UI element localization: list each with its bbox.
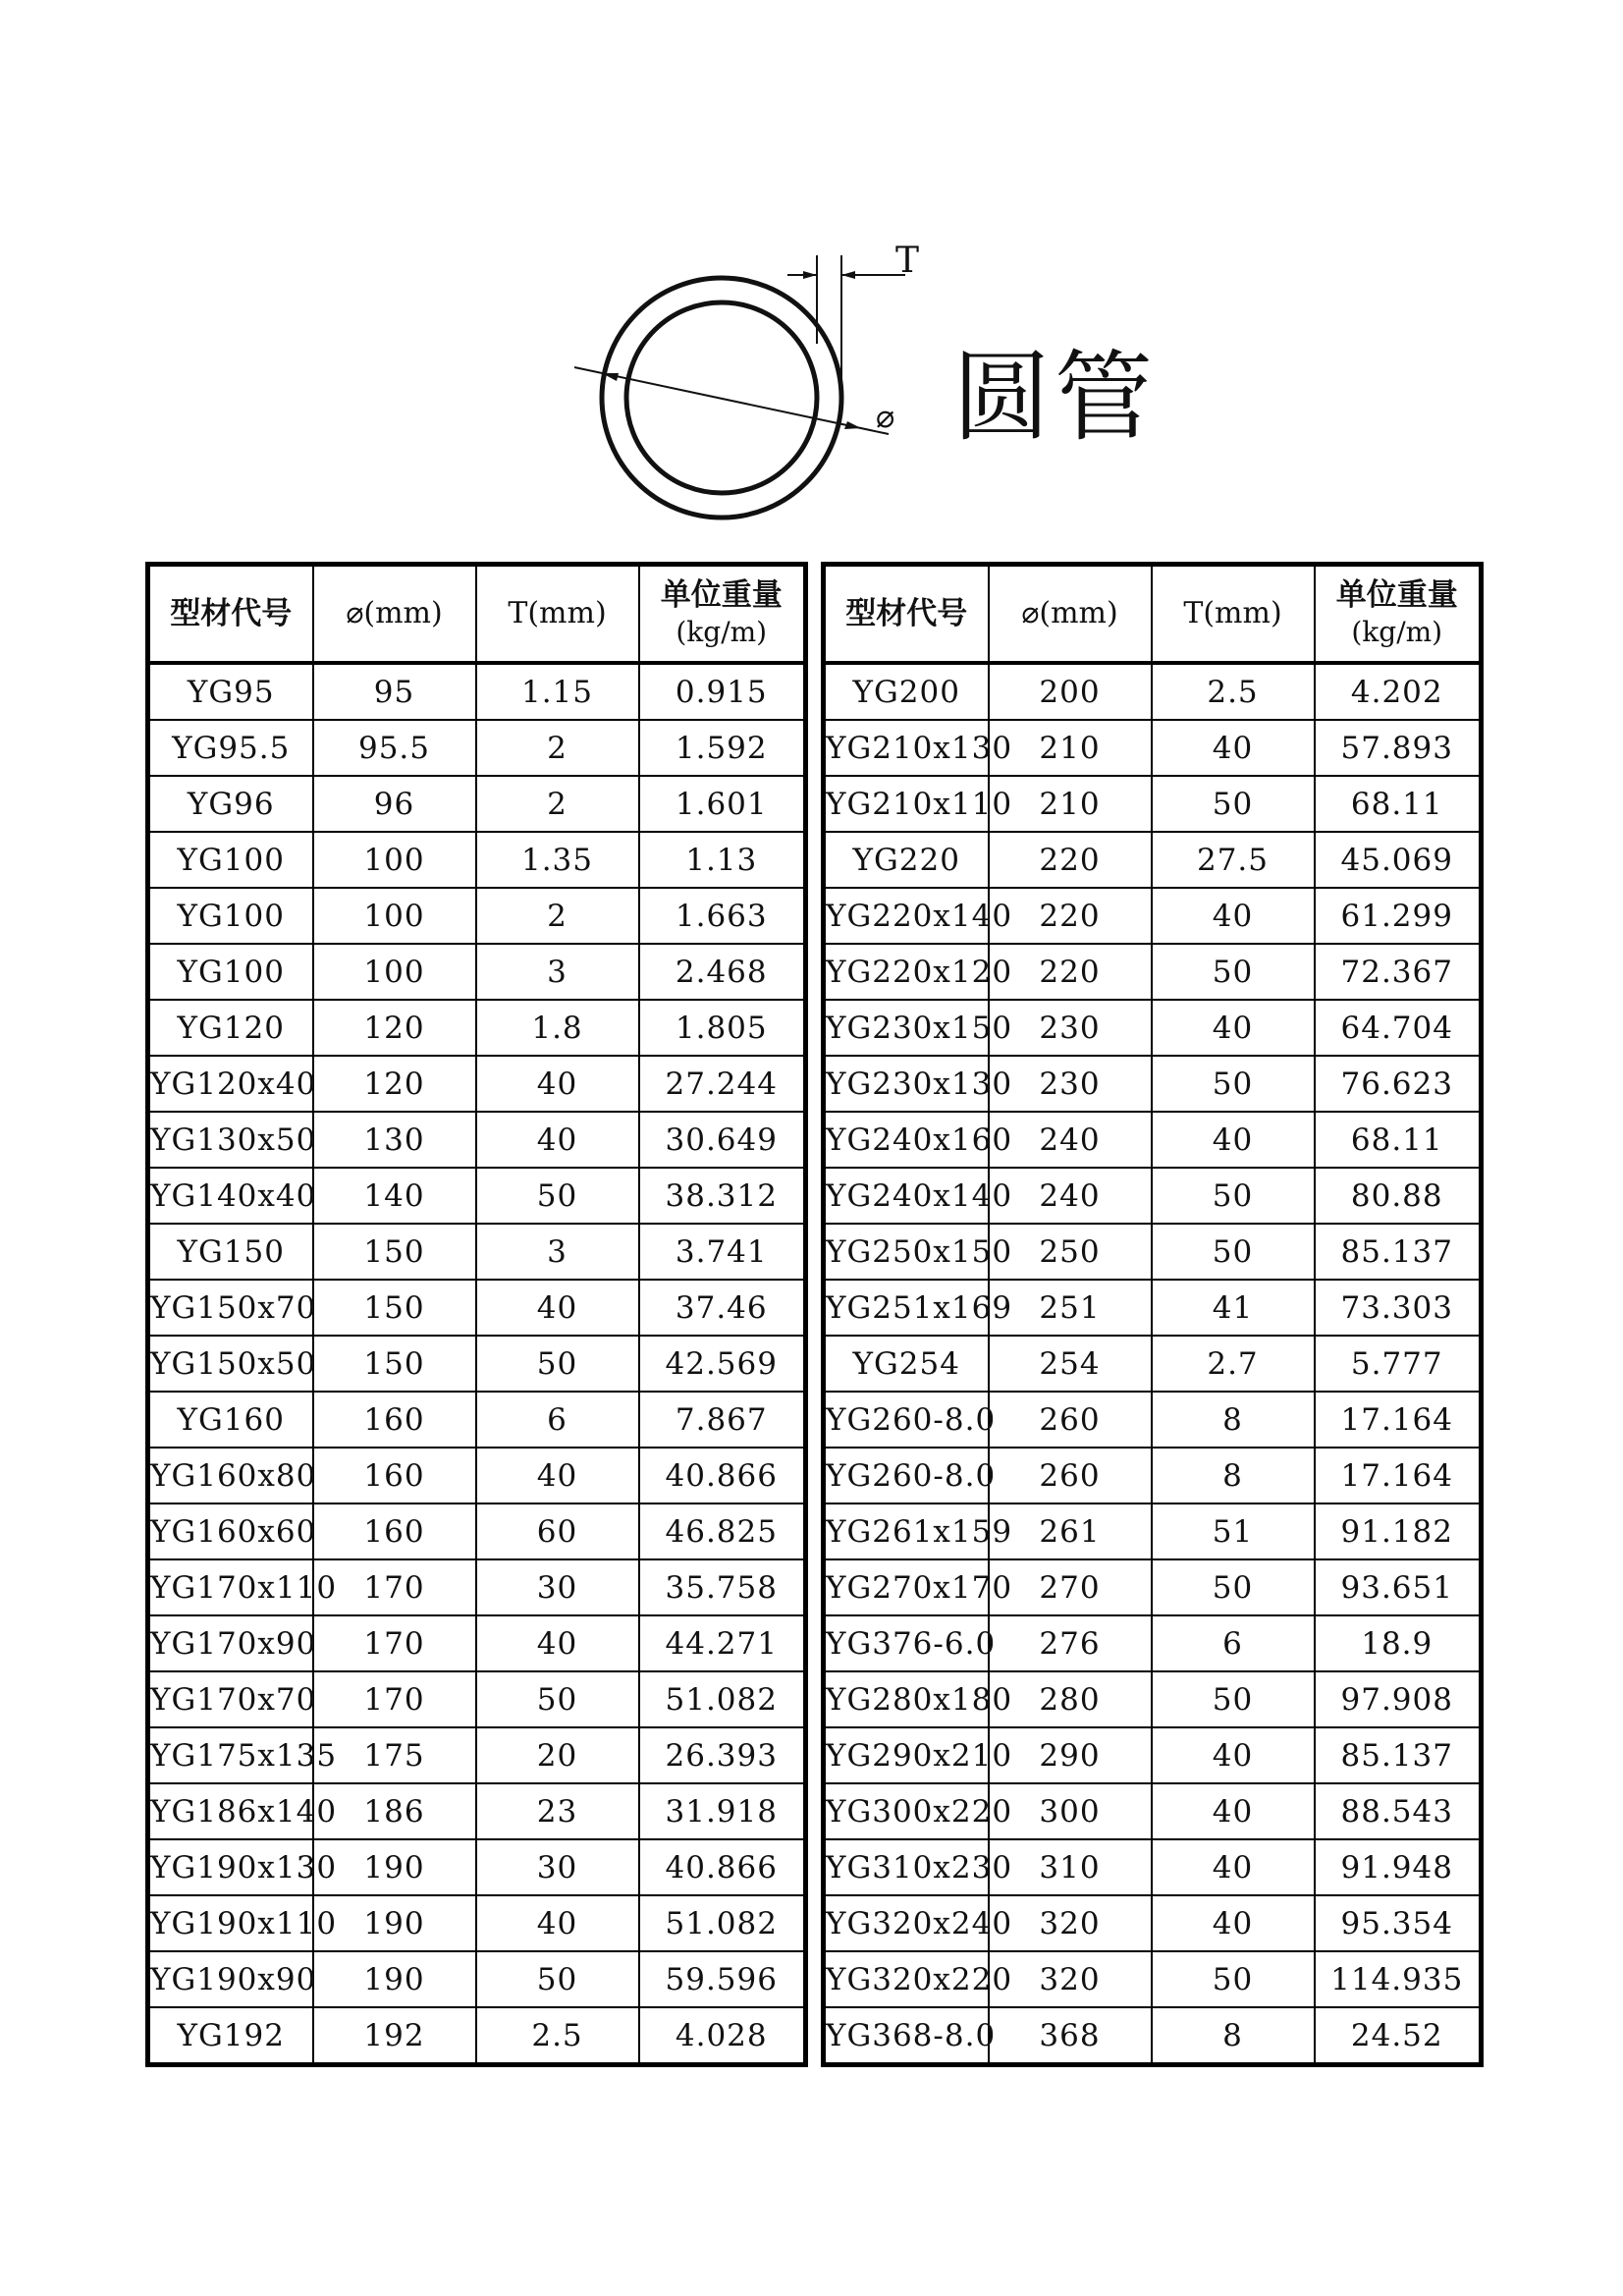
cell-diameter: 260 — [989, 1392, 1152, 1448]
cell-unit-weight: 2.468 — [639, 944, 806, 1000]
cell-diameter: 170 — [313, 1671, 476, 1727]
cell-profile-code: YG100 — [148, 888, 313, 944]
cell-unit-weight: 97.908 — [1315, 1671, 1482, 1727]
cell-diameter: 150 — [313, 1280, 476, 1336]
cell-thickness: 30 — [476, 1839, 639, 1895]
table-row — [148, 1559, 806, 1615]
cell-diameter: 192 — [313, 2007, 476, 2065]
cell-profile-code: YG376-6.0 — [824, 1615, 989, 1671]
cell-unit-weight: 18.9 — [1315, 1615, 1482, 1671]
cell-profile-code: YG270x170 — [824, 1559, 989, 1615]
cell-thickness: 20 — [476, 1727, 639, 1783]
cell-diameter: 175 — [313, 1727, 476, 1783]
cell-thickness: 30 — [476, 1559, 639, 1615]
cell-diameter: 120 — [313, 1000, 476, 1056]
cell-unit-weight: 31.918 — [639, 1783, 806, 1839]
cell-thickness: 2 — [476, 776, 639, 832]
cell-diameter: 310 — [989, 1839, 1152, 1895]
cell-diameter: 95.5 — [313, 720, 476, 776]
cell-thickness: 1.35 — [476, 832, 639, 888]
cell-profile-code: YG254 — [824, 1336, 989, 1392]
header-profile-code: 型材代号 — [148, 565, 313, 664]
table-row — [824, 1839, 1482, 1895]
table-row — [148, 1224, 806, 1280]
cell-diameter: 290 — [989, 1727, 1152, 1783]
table-row — [824, 1280, 1482, 1336]
cell-thickness: 2.7 — [1152, 1336, 1315, 1392]
cell-diameter: 230 — [989, 1000, 1152, 1056]
table-row — [824, 1615, 1482, 1671]
cell-profile-code: YG290x210 — [824, 1727, 989, 1783]
cell-profile-code: YG230x130 — [824, 1056, 989, 1112]
cell-unit-weight: 1.601 — [639, 776, 806, 832]
cell-thickness: 2.5 — [476, 2007, 639, 2065]
cell-diameter: 100 — [313, 832, 476, 888]
table-row — [148, 1280, 806, 1336]
cell-thickness: 8 — [1152, 1448, 1315, 1503]
cell-unit-weight: 85.137 — [1315, 1224, 1482, 1280]
cell-diameter: 96 — [313, 776, 476, 832]
cell-unit-weight: 40.866 — [639, 1839, 806, 1895]
cell-unit-weight: 1.13 — [639, 832, 806, 888]
cell-diameter: 240 — [989, 1112, 1152, 1168]
cell-unit-weight: 5.777 — [1315, 1336, 1482, 1392]
table-row — [824, 1168, 1482, 1224]
cell-diameter: 230 — [989, 1056, 1152, 1112]
cell-thickness: 51 — [1152, 1503, 1315, 1559]
cell-diameter: 95 — [313, 663, 476, 720]
cell-profile-code: YG230x150 — [824, 1000, 989, 1056]
cell-profile-code: YG250x150 — [824, 1224, 989, 1280]
header-unit-weight-label: 单位重量 — [1335, 577, 1458, 613]
cell-profile-code: YG260-8.0 — [824, 1448, 989, 1503]
table-row — [148, 1895, 806, 1951]
table-row — [824, 1895, 1482, 1951]
cell-profile-code: YG320x240 — [824, 1895, 989, 1951]
table-row — [148, 1000, 806, 1056]
cell-profile-code: YG150x70 — [148, 1280, 313, 1336]
cell-profile-code: YG150 — [148, 1224, 313, 1280]
cell-unit-weight: 95.354 — [1315, 1895, 1482, 1951]
table-row — [824, 888, 1482, 944]
cell-unit-weight: 80.88 — [1315, 1168, 1482, 1224]
table-row — [148, 776, 806, 832]
cell-unit-weight: 93.651 — [1315, 1559, 1482, 1615]
cell-profile-code: YG190x110 — [148, 1895, 313, 1951]
cell-diameter: 251 — [989, 1280, 1152, 1336]
cell-diameter: 186 — [313, 1783, 476, 1839]
cell-profile-code: YG170x70 — [148, 1671, 313, 1727]
cell-thickness: 27.5 — [1152, 832, 1315, 888]
cell-profile-code: YG251x169 — [824, 1280, 989, 1336]
cell-thickness: 60 — [476, 1503, 639, 1559]
cell-profile-code: YG240x160 — [824, 1112, 989, 1168]
cell-thickness: 40 — [476, 1895, 639, 1951]
table-row — [824, 1336, 1482, 1392]
cell-unit-weight: 3.741 — [639, 1224, 806, 1280]
cell-profile-code: YG100 — [148, 944, 313, 1000]
cell-diameter: 210 — [989, 776, 1152, 832]
cell-diameter: 368 — [989, 2007, 1152, 2065]
cell-diameter: 220 — [989, 832, 1152, 888]
table-row — [148, 1112, 806, 1168]
cell-diameter: 100 — [313, 944, 476, 1000]
cell-thickness: 8 — [1152, 1392, 1315, 1448]
cell-thickness: 40 — [476, 1112, 639, 1168]
table-row — [824, 1112, 1482, 1168]
cell-unit-weight: 30.649 — [639, 1112, 806, 1168]
cell-unit-weight: 44.271 — [639, 1615, 806, 1671]
spec-table-right — [821, 562, 1484, 2067]
cell-profile-code: YG120 — [148, 1000, 313, 1056]
cell-thickness: 40 — [1152, 1783, 1315, 1839]
table-row — [148, 1839, 806, 1895]
cell-unit-weight: 38.312 — [639, 1168, 806, 1224]
header-diameter: ⌀(mm) — [989, 565, 1152, 664]
cell-unit-weight: 88.543 — [1315, 1783, 1482, 1839]
cell-thickness: 50 — [476, 1168, 639, 1224]
cell-unit-weight: 37.46 — [639, 1280, 806, 1336]
table-row — [824, 1224, 1482, 1280]
cell-thickness: 50 — [1152, 1168, 1315, 1224]
cell-diameter: 270 — [989, 1559, 1152, 1615]
cell-profile-code: YG220 — [824, 832, 989, 888]
cell-profile-code: YG100 — [148, 832, 313, 888]
cell-diameter: 320 — [989, 1895, 1152, 1951]
cell-diameter: 261 — [989, 1503, 1152, 1559]
table-row — [148, 1503, 806, 1559]
cell-thickness: 3 — [476, 1224, 639, 1280]
cell-thickness: 50 — [1152, 1671, 1315, 1727]
header-profile-code: 型材代号 — [824, 565, 989, 664]
cell-thickness: 2.5 — [1152, 663, 1315, 720]
table-header-row — [148, 565, 806, 664]
table-row — [824, 1448, 1482, 1503]
round-tube-diagram — [530, 226, 1178, 540]
header-unit-weight — [1315, 565, 1482, 664]
cell-diameter: 250 — [989, 1224, 1152, 1280]
cell-diameter: 260 — [989, 1448, 1152, 1503]
cell-diameter: 170 — [313, 1615, 476, 1671]
cell-profile-code: YG95.5 — [148, 720, 313, 776]
cell-profile-code: YG210x110 — [824, 776, 989, 832]
diameter-symbol: ⌀ — [876, 398, 895, 435]
cell-profile-code: YG160x60 — [148, 1503, 313, 1559]
cell-diameter: 140 — [313, 1168, 476, 1224]
table-row — [148, 1727, 806, 1783]
cell-profile-code: YG280x180 — [824, 1671, 989, 1727]
cell-diameter: 150 — [313, 1336, 476, 1392]
cell-profile-code: YG120x40 — [148, 1056, 313, 1112]
cell-thickness: 40 — [476, 1280, 639, 1336]
cell-unit-weight: 46.825 — [639, 1503, 806, 1559]
cell-unit-weight: 51.082 — [639, 1895, 806, 1951]
cell-profile-code: YG190x90 — [148, 1951, 313, 2007]
cell-unit-weight: 85.137 — [1315, 1727, 1482, 1783]
table-row — [824, 832, 1482, 888]
cell-thickness: 40 — [1152, 888, 1315, 944]
cell-profile-code: YG210x130 — [824, 720, 989, 776]
header-thickness: T(mm) — [476, 565, 639, 664]
table-row — [148, 944, 806, 1000]
cell-profile-code: YG200 — [824, 663, 989, 720]
thickness-symbol: T — [895, 241, 920, 281]
cell-diameter: 220 — [989, 944, 1152, 1000]
cell-thickness: 40 — [476, 1615, 639, 1671]
cell-unit-weight: 61.299 — [1315, 888, 1482, 944]
cell-profile-code: YG320x220 — [824, 1951, 989, 2007]
cell-diameter: 100 — [313, 888, 476, 944]
cell-unit-weight: 45.069 — [1315, 832, 1482, 888]
cell-profile-code: YG170x90 — [148, 1615, 313, 1671]
cell-thickness: 2 — [476, 888, 639, 944]
cell-thickness: 1.8 — [476, 1000, 639, 1056]
header-unit-weight-unit: (kg/m) — [676, 616, 768, 648]
table-row — [148, 1336, 806, 1392]
table-row — [824, 720, 1482, 776]
cell-unit-weight: 4.028 — [639, 2007, 806, 2065]
cell-thickness: 50 — [476, 1671, 639, 1727]
cell-diameter: 150 — [313, 1224, 476, 1280]
table-row — [824, 663, 1482, 720]
cell-unit-weight: 73.303 — [1315, 1280, 1482, 1336]
header-unit-weight-label: 单位重量 — [660, 577, 783, 613]
table-row — [148, 1056, 806, 1112]
cell-unit-weight: 64.704 — [1315, 1000, 1482, 1056]
cell-profile-code: YG300x220 — [824, 1783, 989, 1839]
cell-diameter: 200 — [989, 663, 1152, 720]
table-row — [148, 832, 806, 888]
table-row — [824, 1671, 1482, 1727]
cell-thickness: 50 — [1152, 776, 1315, 832]
table-row — [824, 1392, 1482, 1448]
cell-thickness: 40 — [476, 1448, 639, 1503]
cell-thickness: 3 — [476, 944, 639, 1000]
cell-thickness: 6 — [476, 1392, 639, 1448]
cell-unit-weight: 68.11 — [1315, 776, 1482, 832]
cell-unit-weight: 17.164 — [1315, 1392, 1482, 1448]
cell-thickness: 2 — [476, 720, 639, 776]
cell-profile-code: YG240x140 — [824, 1168, 989, 1224]
cell-unit-weight: 68.11 — [1315, 1112, 1482, 1168]
cell-unit-weight: 1.805 — [639, 1000, 806, 1056]
cell-unit-weight: 72.367 — [1315, 944, 1482, 1000]
cell-diameter: 210 — [989, 720, 1152, 776]
cell-unit-weight: 4.202 — [1315, 663, 1482, 720]
cell-thickness: 50 — [476, 1951, 639, 2007]
cell-unit-weight: 24.52 — [1315, 2007, 1482, 2065]
cell-diameter: 190 — [313, 1895, 476, 1951]
cell-thickness: 40 — [1152, 1000, 1315, 1056]
cell-profile-code: YG160 — [148, 1392, 313, 1448]
cell-diameter: 120 — [313, 1056, 476, 1112]
spec-table-left — [145, 562, 808, 2067]
cell-unit-weight: 7.867 — [639, 1392, 806, 1448]
table-row — [148, 720, 806, 776]
table-row — [148, 663, 806, 720]
page-title: 圆管 — [952, 340, 1157, 455]
cell-profile-code: YG96 — [148, 776, 313, 832]
table-row — [824, 1727, 1482, 1783]
cell-profile-code: YG150x50 — [148, 1336, 313, 1392]
cell-diameter: 280 — [989, 1671, 1152, 1727]
cell-unit-weight: 42.569 — [639, 1336, 806, 1392]
cell-profile-code: YG220x120 — [824, 944, 989, 1000]
cell-profile-code: YG260-8.0 — [824, 1392, 989, 1448]
table-row — [148, 1671, 806, 1727]
cell-unit-weight: 91.182 — [1315, 1503, 1482, 1559]
cell-unit-weight: 17.164 — [1315, 1448, 1482, 1503]
cell-profile-code: YG170x110 — [148, 1559, 313, 1615]
cell-unit-weight: 35.758 — [639, 1559, 806, 1615]
table-row — [148, 888, 806, 944]
cell-diameter: 160 — [313, 1392, 476, 1448]
cell-thickness: 50 — [1152, 1224, 1315, 1280]
cell-profile-code: YG95 — [148, 663, 313, 720]
cell-profile-code: YG175x135 — [148, 1727, 313, 1783]
header-unit-weight — [639, 565, 806, 664]
table-row — [148, 2007, 806, 2065]
cell-unit-weight: 51.082 — [639, 1671, 806, 1727]
cell-thickness: 50 — [1152, 944, 1315, 1000]
cell-thickness: 6 — [1152, 1615, 1315, 1671]
table-row — [824, 1056, 1482, 1112]
header-diameter: ⌀(mm) — [313, 565, 476, 664]
cell-thickness: 8 — [1152, 2007, 1315, 2065]
cell-diameter: 190 — [313, 1951, 476, 2007]
cell-profile-code: YG368-8.0 — [824, 2007, 989, 2065]
cell-profile-code: YG130x50 — [148, 1112, 313, 1168]
cell-diameter: 170 — [313, 1559, 476, 1615]
cell-diameter: 130 — [313, 1112, 476, 1168]
cell-profile-code: YG220x140 — [824, 888, 989, 944]
table-row — [824, 1951, 1482, 2007]
cell-unit-weight: 59.596 — [639, 1951, 806, 2007]
table-row — [824, 1559, 1482, 1615]
cell-thickness: 1.15 — [476, 663, 639, 720]
table-row — [148, 1951, 806, 2007]
cell-profile-code: YG160x80 — [148, 1448, 313, 1503]
cell-unit-weight: 114.935 — [1315, 1951, 1482, 2007]
spec-table-left-body — [148, 663, 806, 2065]
table-row — [824, 1000, 1482, 1056]
cell-unit-weight: 1.592 — [639, 720, 806, 776]
table-row — [148, 1783, 806, 1839]
cell-unit-weight: 57.893 — [1315, 720, 1482, 776]
cell-thickness: 50 — [476, 1336, 639, 1392]
cell-diameter: 220 — [989, 888, 1152, 944]
cell-thickness: 41 — [1152, 1280, 1315, 1336]
table-row — [148, 1448, 806, 1503]
cell-thickness: 40 — [1152, 1112, 1315, 1168]
cell-thickness: 50 — [1152, 1559, 1315, 1615]
table-row — [824, 1783, 1482, 1839]
cell-unit-weight: 0.915 — [639, 663, 806, 720]
cell-thickness: 40 — [476, 1056, 639, 1112]
cell-thickness: 40 — [1152, 1895, 1315, 1951]
cell-thickness: 50 — [1152, 1951, 1315, 2007]
cell-profile-code: YG192 — [148, 2007, 313, 2065]
table-row — [824, 944, 1482, 1000]
table-row — [824, 1503, 1482, 1559]
cell-diameter: 240 — [989, 1168, 1152, 1224]
cell-diameter: 300 — [989, 1783, 1152, 1839]
cell-diameter: 254 — [989, 1336, 1152, 1392]
cell-thickness: 40 — [1152, 1727, 1315, 1783]
cell-unit-weight: 1.663 — [639, 888, 806, 944]
cell-profile-code: YG186x140 — [148, 1783, 313, 1839]
spec-table-right-body — [824, 663, 1482, 2065]
cell-thickness: 40 — [1152, 1839, 1315, 1895]
cell-unit-weight: 76.623 — [1315, 1056, 1482, 1112]
table-row — [148, 1392, 806, 1448]
table-row — [148, 1168, 806, 1224]
cell-profile-code: YG261x159 — [824, 1503, 989, 1559]
header-thickness: T(mm) — [1152, 565, 1315, 664]
cell-thickness: 50 — [1152, 1056, 1315, 1112]
table-row — [824, 776, 1482, 832]
cell-thickness: 23 — [476, 1783, 639, 1839]
cell-diameter: 320 — [989, 1951, 1152, 2007]
cell-diameter: 160 — [313, 1503, 476, 1559]
cell-diameter: 160 — [313, 1448, 476, 1503]
table-row — [824, 2007, 1482, 2065]
cell-unit-weight: 40.866 — [639, 1448, 806, 1503]
cell-profile-code: YG310x230 — [824, 1839, 989, 1895]
cell-thickness: 40 — [1152, 720, 1315, 776]
table-row — [148, 1615, 806, 1671]
table-header-row — [824, 565, 1482, 664]
cell-profile-code: YG140x40 — [148, 1168, 313, 1224]
cell-profile-code: YG190x130 — [148, 1839, 313, 1895]
cell-diameter: 190 — [313, 1839, 476, 1895]
cell-unit-weight: 27.244 — [639, 1056, 806, 1112]
cell-unit-weight: 91.948 — [1315, 1839, 1482, 1895]
cell-unit-weight: 26.393 — [639, 1727, 806, 1783]
cell-diameter: 276 — [989, 1615, 1152, 1671]
header-unit-weight-unit: (kg/m) — [1351, 616, 1443, 648]
